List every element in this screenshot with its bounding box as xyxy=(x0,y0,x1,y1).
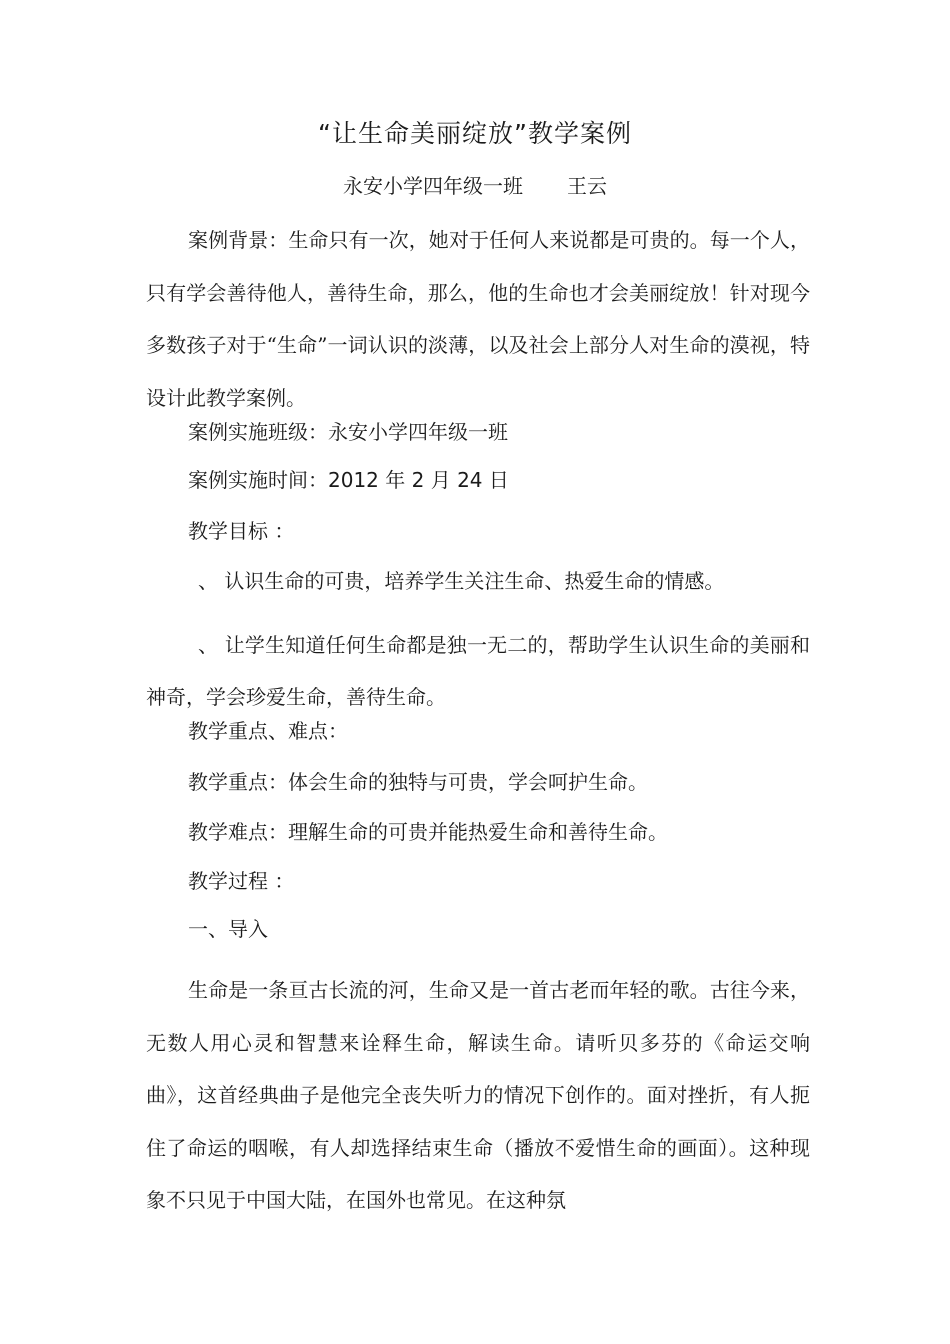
goal-item-2: 、 让学生知道任何生命都是独一无二的，帮助学生认识生命的美丽和神奇，学会珍爱生命，善待生命。 xyxy=(146,633,810,709)
key-point-line: 教学重点：体会生命的独特与可贵，学会呵护生命。 xyxy=(188,770,648,794)
time-line xyxy=(146,465,810,495)
time-month-unit: 月 xyxy=(430,468,451,492)
time-month: 2 xyxy=(411,468,425,492)
process-heading: 教学过程 ： xyxy=(188,869,295,893)
goal-item-1: 、 认识生命的可贵，培养学生关注生命、热爱生命的情感。 xyxy=(198,569,725,593)
intro-paragraph: 生命是一条亘古长流的河，生命又是一首古老而年轻的歌。古往今来，无数人用心灵和智慧来诠释生命，解读生命。请听贝多芬的《命运交响曲》，这首经典曲子是他完全丧失听力的情况下创作的。面对挫折，有人扼住了命运的咽喉，有人却选择结束生命（播放不爱惜生命的画面）。这种现象不只见于中国大陆，在国外也常见。在这种氛 xyxy=(146,978,810,1212)
school-class: 永安小学四年级一班 xyxy=(343,174,523,198)
goals-heading: 教学目标 ： xyxy=(188,519,295,543)
author-name: 王云 xyxy=(567,174,607,198)
time-day: 24 xyxy=(457,468,483,492)
key-difficulty-heading: 教学重点、难点： xyxy=(188,719,348,743)
section-heading-intro: 一、导入 xyxy=(188,917,268,941)
class-line: 案例实施班级：永安小学四年级一班 xyxy=(188,420,508,444)
time-label: 案例实施时间： xyxy=(188,468,328,492)
time-year: 2012 xyxy=(328,468,379,492)
document-byline xyxy=(0,170,950,199)
document-title: “让生命美丽绽放”教学案例 xyxy=(318,119,632,148)
time-year-unit: 年 xyxy=(385,468,406,492)
time-day-unit: 日 xyxy=(488,468,509,492)
background-paragraph: 案例背景：生命只有一次，她对于任何人来说都是可贵的。每一个人，只有学会善待他人，善待生命，那么，他的生命也才会美丽绽放！针对现今多数孩子对于“生命”一词认识的淡薄，以及社会上部分人对生命的漠视，特设计此教学案例。 xyxy=(146,228,810,410)
difficult-point-line: 教学难点：理解生命的可贵并能热爱生命和善待生命。 xyxy=(188,820,668,844)
